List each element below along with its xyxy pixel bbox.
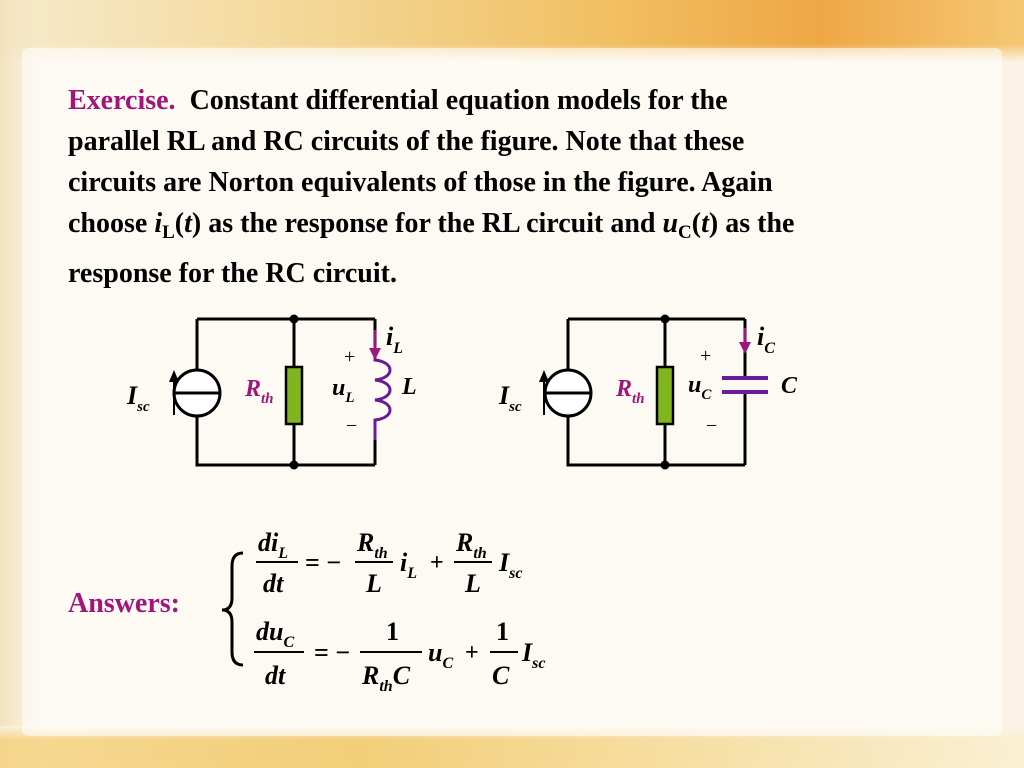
eq1-equals: = −	[305, 548, 342, 577]
rc-capacitor-label: C	[781, 373, 798, 399]
rc-plus: +	[700, 345, 712, 367]
eq1-lhs-den: dt	[263, 569, 284, 598]
rl-inductor-label: L	[402, 374, 417, 400]
rc-source-label: $I_{sc}$	[499, 381, 522, 415]
eq2-source: $I_{sc}$	[522, 638, 546, 672]
eq2-lhs-num: $du_C$	[256, 617, 295, 651]
eq1-f2-num: $R_{th}$	[456, 528, 487, 562]
rc-source-arrowhead	[539, 370, 549, 382]
rl-current-label: $i_L$	[386, 322, 404, 357]
subscript-C: C	[678, 222, 692, 243]
rc-node-bottom	[661, 461, 670, 470]
rc-minus: −	[706, 415, 718, 437]
eq1-f1-den: L	[366, 569, 382, 598]
rl-minus: −	[346, 415, 358, 437]
eq1-source: $I_{sc}$	[499, 548, 523, 582]
eq2-f2-num: 1	[496, 617, 509, 646]
subscript-L: L	[162, 222, 175, 243]
eq2-plus: +	[465, 640, 479, 666]
rl-voltage-label: $u_L$	[332, 375, 355, 406]
rl-source-arrowhead	[169, 370, 179, 382]
rc-current-label: $i_C$	[757, 322, 775, 357]
rl-source-label: $I_{sc}$	[127, 381, 150, 415]
answers-label: Answers:	[68, 588, 180, 619]
rc-node-top	[661, 315, 670, 324]
eq2-var: $u_C$	[428, 638, 454, 672]
rl-resistor-label: $R_{th}$	[245, 376, 274, 407]
rl-resistor	[286, 367, 302, 424]
eq1-plus: +	[430, 550, 444, 576]
exercise-line-3: circuits are Norton equivalents of those in the figure. Again	[68, 167, 773, 198]
exercise-line-5: response for the RC circuit.	[68, 258, 397, 289]
text-as-the: as the	[718, 208, 795, 239]
equation-1	[256, 528, 522, 598]
rl-node-top	[290, 315, 299, 324]
rl-inductor	[375, 345, 390, 440]
exercise-line-2: parallel RL and RC circuits of the figure. Note that these	[68, 126, 745, 157]
paren-open-2: (	[691, 208, 702, 239]
rl-plus: +	[344, 346, 356, 368]
paren-open: (	[174, 208, 185, 239]
exercise-text-1: Constant differential equation models for the	[189, 85, 728, 116]
symbol-t-2: t	[701, 208, 709, 239]
symbol-u: u	[662, 208, 679, 239]
equation-2	[254, 617, 545, 695]
eq2-f1-num: 1	[386, 617, 399, 646]
paren-close-2: )	[708, 208, 719, 239]
system-brace	[222, 553, 243, 665]
eq2-equals: = −	[314, 638, 351, 667]
eq1-f2-den: L	[465, 569, 481, 598]
rc-voltage-label: $u_C$	[688, 372, 712, 403]
rc-resistor-label: $R_{th}$	[616, 376, 645, 407]
eq2-f1-den: $R_{th}C$	[362, 661, 411, 695]
paren-close: )	[191, 208, 202, 239]
eq2-f2-den: C	[492, 661, 510, 690]
rl-current-arrowhead	[369, 348, 381, 360]
text-response-rl: as the response for the RL circuit and	[201, 208, 663, 239]
eq1-lhs-num: $di_L$	[258, 528, 289, 562]
symbol-i: i	[154, 208, 163, 239]
rc-resistor	[657, 367, 673, 424]
symbol-t: t	[184, 208, 192, 239]
rc-current-arrowhead	[739, 342, 751, 354]
eq1-f1-num: $R_{th}$	[357, 528, 388, 562]
text-choose: choose	[68, 208, 155, 239]
eq2-lhs-den: dt	[265, 661, 286, 690]
rl-node-bottom	[290, 461, 299, 470]
exercise-label: Exercise.	[68, 85, 176, 116]
eq1-var: $i_L$	[400, 548, 418, 582]
